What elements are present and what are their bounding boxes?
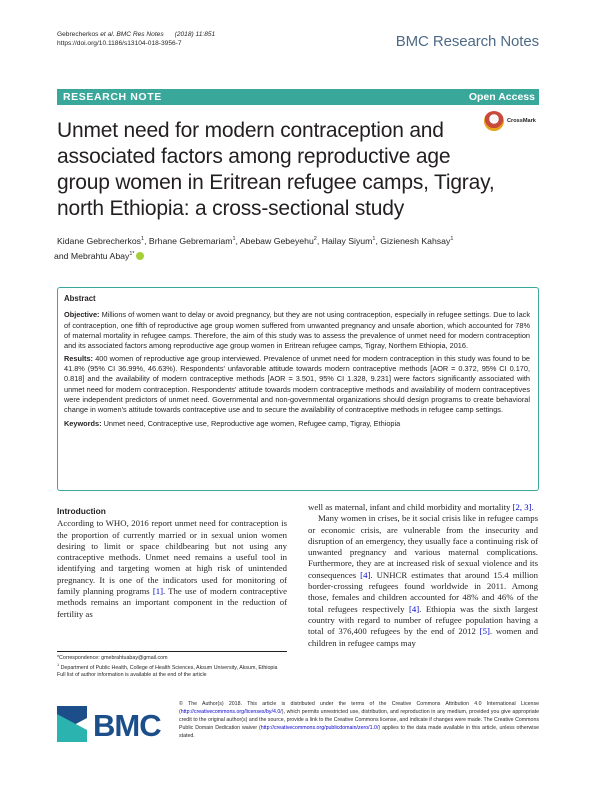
author-name: Kidane Gebrecherkos bbox=[57, 235, 142, 246]
paragraph-text: . UNHCR estimates that around 15.4 million border-crossing refugees found worldwide in 2011. Among those, females and children accounted for 48% and 46% of the total refugees respectively bbox=[308, 569, 539, 614]
citation-link[interactable]: [1] bbox=[152, 586, 164, 597]
author-separator: , bbox=[235, 235, 240, 246]
paragraph bbox=[308, 513, 538, 649]
crossmark-badge[interactable] bbox=[484, 111, 544, 135]
body-left-column bbox=[57, 502, 287, 620]
crossmark-icon bbox=[484, 111, 504, 131]
paragraph bbox=[308, 502, 538, 513]
citation-link[interactable]: [4] bbox=[360, 569, 371, 580]
article-title: Unmet need for modern contraception and associated factors among reproductive age group women in Eritrean refugee camps, Tigray, north Ethiopia: a cross-sectional study bbox=[57, 119, 495, 220]
paragraph-text: . women and children in refugee camps may bbox=[308, 626, 538, 648]
doi-link[interactable]: https://doi.org/10.1186/s13104-018-3956-7 bbox=[57, 40, 182, 47]
author-affiliation-mark: 1 bbox=[372, 236, 376, 242]
abstract-results bbox=[64, 354, 530, 416]
crossmark-label: CrossMark bbox=[507, 118, 536, 124]
abstract-keywords bbox=[64, 419, 530, 429]
author-affiliation-mark: 1 bbox=[141, 236, 145, 242]
body-right-column bbox=[308, 502, 538, 649]
paragraph-text: According to WHO, 2016 report unmet need for contraception is the proportion of currently married or in sexual union women desiring to limit or space childbearing but not using any contraceptive methods. Unmet need remains a useful tool in identifying and targeting women at high risk of unintended pregnancy. It is one of the indicators used for monitoring of family planning programs bbox=[57, 518, 287, 597]
license-statement bbox=[179, 700, 539, 740]
author-info-note: Full list of author information is available at the end of the article bbox=[57, 672, 207, 679]
affiliation-note bbox=[57, 662, 287, 672]
abstract-heading: Abstract bbox=[64, 294, 96, 303]
paragraph bbox=[57, 518, 287, 620]
author-separator: , bbox=[144, 235, 149, 246]
affiliation-mark: 1 bbox=[57, 663, 60, 668]
author-name: Gizienesh Kahsay bbox=[380, 235, 451, 246]
author-affiliation-mark: 1 bbox=[232, 236, 236, 242]
paragraph-text: Many women in crises, be it social crisis like in refugee camps or economic crisis, are vulnerable from the insecurity and disruption of an emergency, they usually face a continuing risk of unwanted pregnancy and various maternal complications. Furthermore, they are at increased risk of sexual violence and its consequences bbox=[308, 513, 538, 580]
author-name: Mebrahtu Abay bbox=[70, 251, 130, 262]
journal-name: BMC Research Notes bbox=[395, 33, 539, 50]
abstract-box bbox=[57, 287, 539, 491]
author-name: Hailay Siyum bbox=[321, 235, 373, 246]
paragraph-text: well as maternal, infant and child morbidity and mortality bbox=[308, 502, 513, 512]
article-type-label: RESEARCH NOTE bbox=[63, 91, 162, 103]
author-affiliation-mark: 1* bbox=[129, 251, 135, 258]
running-header bbox=[57, 30, 215, 48]
open-access-label: Open Access bbox=[468, 91, 535, 103]
objective-text: Millions of women want to delay or avoid pregnancy, but they are not using contraception, especially in refugee settings. Due to lack of contraception, one fifth of reproductive age group women suffered from unwanted pregnancy and unsafe abortion, which accounted for 78% of maternal mortality in refugee camps. Therefore, the aim of this study was to assess the prevalence of unmet need for modern contraception and its associated factors among reproductive age group women in Eritrean refugee camps, Tigray, Northern Ethiopia, 2016. bbox=[64, 310, 530, 351]
bmc-logo-mark-icon bbox=[57, 706, 87, 742]
citation-journal: et al. BMC Res Notes bbox=[100, 31, 164, 38]
paragraph-text: . Ethiopia was the sixth largest country with regard to number of refugee population having a total of 376,400 refugees by the end of 2012 bbox=[308, 603, 538, 637]
author-conjunction: and bbox=[54, 251, 71, 262]
correspondence-note: *Correspondence: gmebrahtuabay@gmail.com bbox=[57, 655, 168, 661]
author-name: Brhane Gebremariam bbox=[148, 235, 233, 246]
license-text: ) applies to the data made available in this article, unless otherwise stated. bbox=[179, 725, 540, 739]
author-affiliation-mark: 1 bbox=[450, 236, 454, 242]
author-list bbox=[54, 233, 537, 264]
results-text: 400 women of reproductive age group interviewed. Prevalence of unmet need for modern contraception in this study was found to be 41.8% (95% CI 36.99%, 46.63%). Respondents' unfavorable attitude towards modern contraceptive methods [AOR = 0.372, 95% CI 0.170, 0.818] and the availability of modern contraceptive methods [AOR = 3.501, 95% CI 1.328, 9.231] were factors significantly associated with unmet need for modern contraception. Respondents' attitude towards modern contraceptive methods and availability of modern contraceptives were independent predictors of unmet need. Governmental and non-governmental organizations should design programs to create behavioral change in women's attitude towards contraceptive use and to secure the availability of contraceptive methods in refugee camp settings. bbox=[64, 353, 530, 415]
keywords-text: Unmet need, Contraceptive use, Reproductive age women, Refugee camp, Tigray, Ethiopia bbox=[101, 418, 401, 428]
article-type-banner bbox=[57, 89, 539, 105]
affiliation-text: Department of Public Health, College of Health Sciences, Aksum University, Aksum, Ethiopia bbox=[59, 664, 278, 671]
citation-link[interactable]: [5] bbox=[479, 626, 490, 637]
keywords-label: Keywords: bbox=[64, 418, 102, 428]
footnotes bbox=[57, 651, 287, 679]
license-text: ), which permits unrestricted use, distribution, and reproduction in any medium, provided you give appropriate credit to the original author(s) and the source, provide a link to the Creative Commons license, and indicate if changes were made. The Creative Commons Public Domain Dedication waiver ( bbox=[179, 709, 539, 731]
license-text: © The Author(s) 2018. This article is distributed under the terms of the Creative Commons Attribution 4.0 International License ( bbox=[179, 701, 539, 715]
waiver-link[interactable]: http://creativecommons.org/publicdomain/zero/1.0/ bbox=[260, 725, 379, 731]
paragraph-text: . The use of modern contraceptive methods remains an important component in the reduction of fertility as bbox=[57, 586, 287, 619]
paragraph-text: . bbox=[531, 502, 534, 512]
citation-volume: (2018) 11:851 bbox=[174, 31, 216, 38]
citation-authors: Gebrecherkos bbox=[57, 31, 101, 38]
objective-label: Objective: bbox=[64, 310, 100, 320]
license-link[interactable]: http://creativecommons.org/licenses/by/4.0/ bbox=[180, 709, 282, 715]
bmc-logo-text: BMC bbox=[93, 708, 161, 743]
author-affiliation-mark: 2 bbox=[313, 236, 317, 242]
author-separator: , bbox=[316, 235, 322, 246]
author-separator: , bbox=[375, 235, 381, 246]
introduction-heading: Introduction bbox=[57, 506, 106, 516]
citation-link[interactable]: [2, 3] bbox=[512, 502, 532, 512]
bmc-logo bbox=[57, 706, 169, 742]
abstract-objective bbox=[64, 310, 530, 351]
results-label: Results: bbox=[64, 353, 93, 363]
author-name: Abebaw Gebeyehu bbox=[239, 235, 314, 246]
orcid-icon[interactable] bbox=[136, 252, 144, 260]
citation-link[interactable]: [4] bbox=[408, 603, 420, 614]
